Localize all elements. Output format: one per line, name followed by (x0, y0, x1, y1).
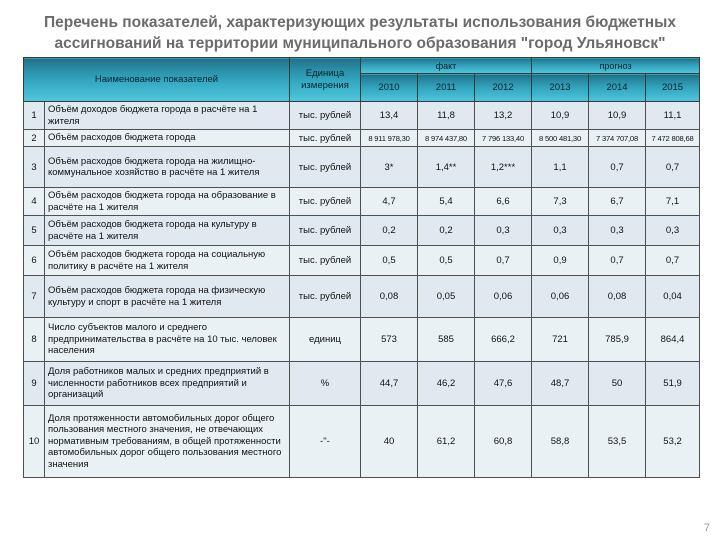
row-name: Объём доходов бюджета города в расчёте на 1 жителя (45, 102, 290, 130)
row-number: 1 (24, 102, 45, 130)
table-row (24, 406, 700, 478)
row-unit: тыс. рублей (290, 246, 361, 276)
row-value: 8 974 437,80 (418, 130, 475, 147)
row-value: 7 796 133,40 (475, 130, 532, 147)
row-value: 6,6 (475, 188, 532, 216)
row-value: 1,1 (532, 147, 589, 188)
row-number: 10 (24, 406, 45, 478)
row-name: Объём расходов бюджета города на культуру в расчёте на 1 жителя (45, 216, 290, 246)
row-value: 7 374 707,08 (589, 130, 646, 147)
row-value: 0,9 (532, 246, 589, 276)
header-year: 2014 (589, 74, 646, 102)
row-name: Объём расходов бюджета города на физическую культуру и спорт в расчёте на 1 жителя (45, 276, 290, 318)
row-unit: тыс. рублей (290, 130, 361, 147)
row-unit: единиц (290, 318, 361, 362)
table-row (24, 188, 700, 216)
row-name: Объём расходов бюджета города на образование в расчёте на 1 жителя (45, 188, 290, 216)
header-year: 2012 (475, 74, 532, 102)
row-value: 0,3 (475, 216, 532, 246)
row-value: 0,04 (646, 276, 700, 318)
row-value: 50 (589, 362, 646, 406)
row-name: Объём расходов бюджета города на жилищно-коммунальное хозяйство в расчёте на 1 жителя (45, 147, 290, 188)
row-unit: -"- (290, 406, 361, 478)
row-name: Доля протяженности автомобильных дорог общего пользования местного значения, не отвечающих нормативным требованиям, в общей протяженности автомобильных дорог общего пользования местного значения (45, 406, 290, 478)
header-year: 2013 (532, 74, 589, 102)
indicators-table (23, 57, 700, 478)
table-row (24, 318, 700, 362)
row-value: 0,7 (646, 246, 700, 276)
row-value: 7,1 (646, 188, 700, 216)
row-value: 585 (418, 318, 475, 362)
header-fact: факт (361, 58, 532, 74)
header-unit: Единица измерения (290, 58, 361, 102)
row-number: 6 (24, 246, 45, 276)
row-value: 0,3 (589, 216, 646, 246)
row-value: 7 472 808,68 (646, 130, 700, 147)
row-value: 785,9 (589, 318, 646, 362)
row-value: 5,4 (418, 188, 475, 216)
row-value: 47,6 (475, 362, 532, 406)
row-value: 61,2 (418, 406, 475, 478)
row-value: 11,1 (646, 102, 700, 130)
row-value: 1,4** (418, 147, 475, 188)
row-value: 573 (361, 318, 418, 362)
table-row (24, 362, 700, 406)
row-value: 13,2 (475, 102, 532, 130)
row-value: 0,06 (475, 276, 532, 318)
row-name: Доля работников малых и средних предприятий в численности работников всех предприятий и организаций (45, 362, 290, 406)
table-row (24, 130, 700, 147)
header-year: 2011 (418, 74, 475, 102)
header-year: 2015 (646, 74, 700, 102)
page-number: 7 (703, 522, 710, 534)
row-unit: % (290, 362, 361, 406)
row-value: 8 911 978,30 (361, 130, 418, 147)
row-value: 60,8 (475, 406, 532, 478)
row-value: 0,08 (361, 276, 418, 318)
header-forecast: прогноз (532, 58, 700, 74)
row-value: 4,7 (361, 188, 418, 216)
row-value: 7,3 (532, 188, 589, 216)
row-value: 44,7 (361, 362, 418, 406)
header-name: Наименование показателей (24, 58, 290, 102)
table-row (24, 147, 700, 188)
row-value: 3* (361, 147, 418, 188)
row-value: 58,8 (532, 406, 589, 478)
row-name: Объём расходов бюджета города на социальную политику в расчёте на 1 жителя (45, 246, 290, 276)
slide-title (30, 12, 690, 54)
row-number: 5 (24, 216, 45, 246)
title-line-2: ассигнований на территории муниципального образования "город Ульяновск" (54, 35, 666, 52)
row-unit: тыс. рублей (290, 102, 361, 130)
row-value: 864,4 (646, 318, 700, 362)
row-value: 48,7 (532, 362, 589, 406)
row-number: 9 (24, 362, 45, 406)
row-value: 53,2 (646, 406, 700, 478)
row-value: 0,7 (589, 147, 646, 188)
row-unit: тыс. рублей (290, 216, 361, 246)
row-value: 0,5 (361, 246, 418, 276)
row-value: 10,9 (589, 102, 646, 130)
row-value: 1,2*** (475, 147, 532, 188)
row-value: 0,5 (418, 246, 475, 276)
row-value: 46,2 (418, 362, 475, 406)
row-value: 53,5 (589, 406, 646, 478)
row-value: 0,2 (418, 216, 475, 246)
row-value: 0,06 (532, 276, 589, 318)
row-number: 8 (24, 318, 45, 362)
row-unit: тыс. рублей (290, 147, 361, 188)
row-unit: тыс. рублей (290, 188, 361, 216)
row-value: 0,3 (532, 216, 589, 246)
table-row (24, 246, 700, 276)
row-value: 6,7 (589, 188, 646, 216)
row-value: 0,7 (646, 147, 700, 188)
row-value: 8 500 481,30 (532, 130, 589, 147)
table-row (24, 102, 700, 130)
row-number: 4 (24, 188, 45, 216)
row-value: 0,05 (418, 276, 475, 318)
row-name: Число субъектов малого и среднего предпринимательства в расчёте на 10 тыс. человек населения (45, 318, 290, 362)
row-number: 3 (24, 147, 45, 188)
row-unit: тыс. рублей (290, 276, 361, 318)
row-value: 11,8 (418, 102, 475, 130)
row-value: 13,4 (361, 102, 418, 130)
row-value: 51,9 (646, 362, 700, 406)
table-row (24, 216, 700, 246)
row-value: 721 (532, 318, 589, 362)
row-number: 7 (24, 276, 45, 318)
row-value: 0,3 (646, 216, 700, 246)
row-name: Объём расходов бюджета города (45, 130, 290, 147)
title-line-1: Перечень показателей, характеризующих результаты использования бюджетных (44, 14, 676, 31)
row-number: 2 (24, 130, 45, 147)
row-value: 40 (361, 406, 418, 478)
header-year: 2010 (361, 74, 418, 102)
table-row (24, 276, 700, 318)
row-value: 10,9 (532, 102, 589, 130)
row-value: 0,7 (589, 246, 646, 276)
row-value: 0,7 (475, 246, 532, 276)
row-value: 0,08 (589, 276, 646, 318)
row-value: 0,2 (361, 216, 418, 246)
row-value: 666,2 (475, 318, 532, 362)
